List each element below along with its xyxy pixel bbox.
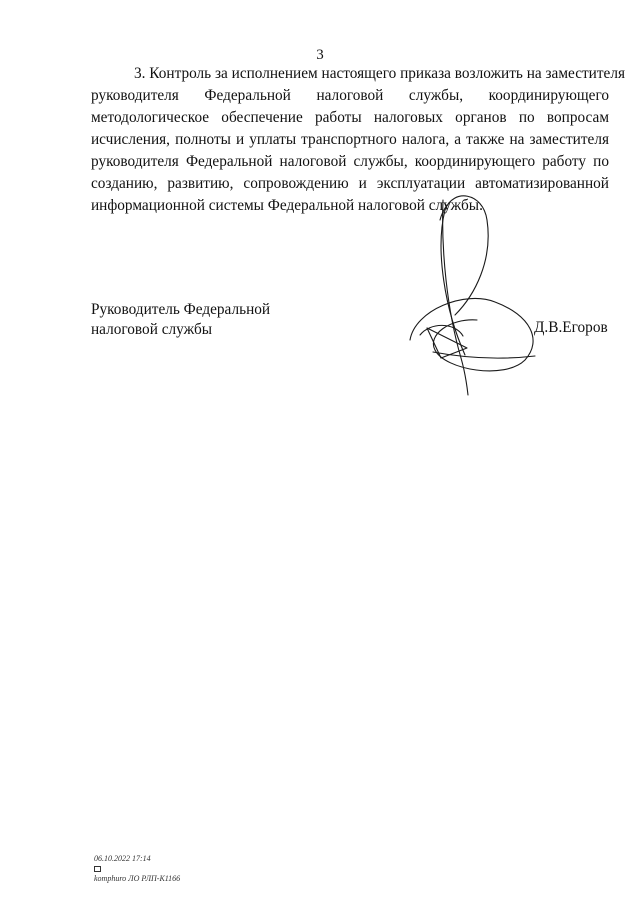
paragraph-line: созданию, развитию, сопровождению и эксплуатации автоматизированной	[91, 175, 609, 192]
paragraph-line: руководителя Федеральной налоговой службы, координирующего	[91, 87, 609, 104]
file-icon	[94, 866, 101, 872]
footer-timestamp: 06.10.2022 17:14	[94, 854, 151, 863]
page-number: 3	[316, 47, 324, 63]
paragraph-line: методологическое обеспечение работы налоговых органов по вопросам	[91, 109, 609, 126]
signer-name: Д.В.Егоров	[534, 319, 608, 336]
signer-title	[91, 300, 270, 340]
footer-stamp	[94, 854, 180, 884]
paragraph-line: руководителя Федеральной налоговой службы, координирующего работу по	[91, 153, 609, 170]
signer-title-line: налоговой службы	[91, 321, 213, 338]
paragraph-line: исчисления, полноты и уплаты транспортного налога, а также на заместителя	[91, 131, 609, 148]
handwritten-signature	[405, 190, 550, 400]
paragraph-line: информационной системы Федеральной налоговой службы.	[91, 197, 483, 214]
paragraph-line: 3. Контроль за исполнением настоящего приказа возложить на заместителя	[134, 65, 625, 82]
signer-title-line: Руководитель Федеральной	[91, 301, 271, 318]
footer-file-line	[94, 864, 180, 884]
footer-file-text: komphuro ЛО РЛП-К1166	[94, 874, 181, 883]
